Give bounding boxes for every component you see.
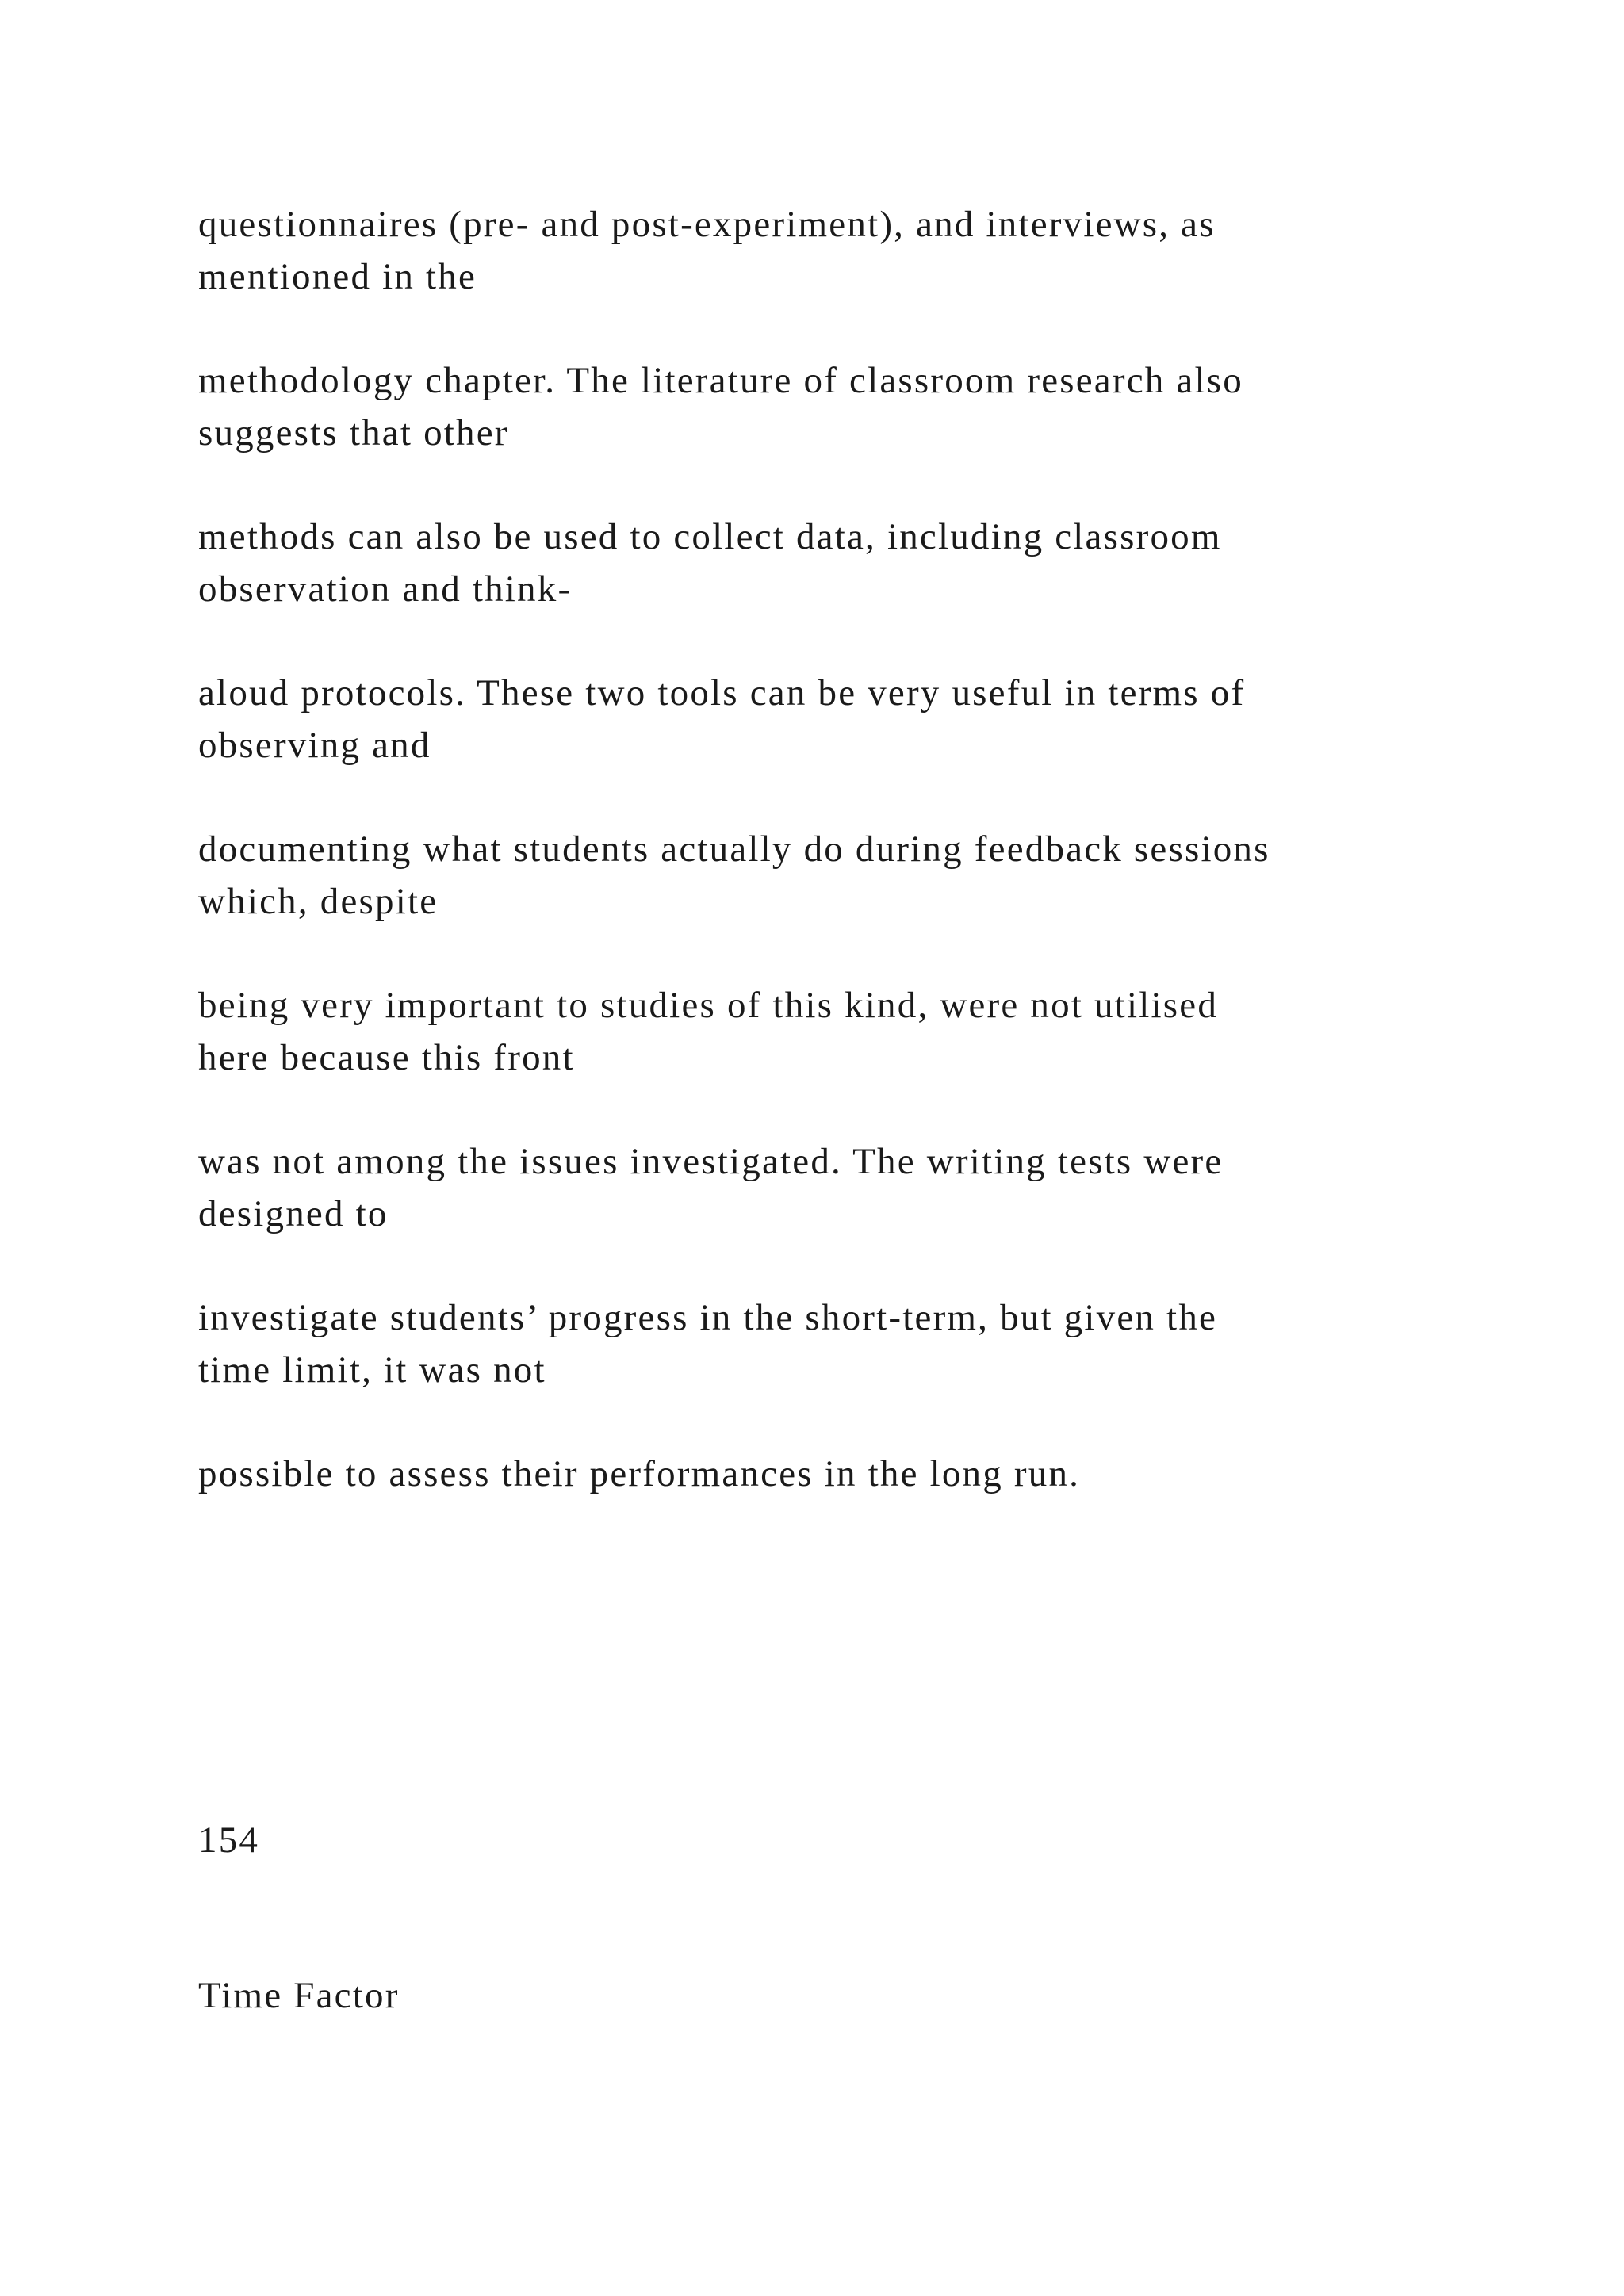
text-line: observing and <box>198 725 431 766</box>
text-line: designed to <box>198 1193 389 1234</box>
paragraph-6 <box>198 979 1499 1084</box>
paragraph-4 <box>198 667 1499 771</box>
paragraph-7 <box>198 1135 1499 1240</box>
paragraph-9 <box>198 1448 1499 1500</box>
paragraph-3 <box>198 511 1499 615</box>
paragraph-2 <box>198 354 1499 459</box>
text-line: time limit, it was not <box>198 1349 546 1391</box>
text-line: here because this front <box>198 1037 575 1078</box>
paragraph-5 <box>198 823 1499 928</box>
text-line: possible to assess their performances in the long run. <box>198 1453 1081 1494</box>
text-line: which, despite <box>198 881 439 922</box>
text-line: documenting what students actually do during feedback sessions <box>198 828 1270 870</box>
paragraph-8 <box>198 1292 1499 1396</box>
text-line: methods can also be used to collect data, including classroom <box>198 516 1222 557</box>
text-line: methodology chapter. The literature of classroom research also <box>198 360 1243 401</box>
text-line: aloud protocols. These two tools can be very useful in terms of <box>198 672 1246 714</box>
text-line: being very important to studies of this kind, were not utilised <box>198 985 1219 1026</box>
paragraph-1 <box>198 198 1499 303</box>
section-heading: Time Factor <box>198 1975 400 2016</box>
text-line: observation and think- <box>198 568 573 610</box>
text-line: mentioned in the <box>198 256 477 297</box>
text-line: investigate students’ progress in the short-term, but given the <box>198 1297 1218 1338</box>
page-number: 154 <box>198 1820 260 1861</box>
text-line: was not among the issues investigated. The writing tests were <box>198 1141 1224 1182</box>
text-line: suggests that other <box>198 412 509 453</box>
text-line: questionnaires (pre- and post-experiment), and interviews, as <box>198 204 1216 245</box>
